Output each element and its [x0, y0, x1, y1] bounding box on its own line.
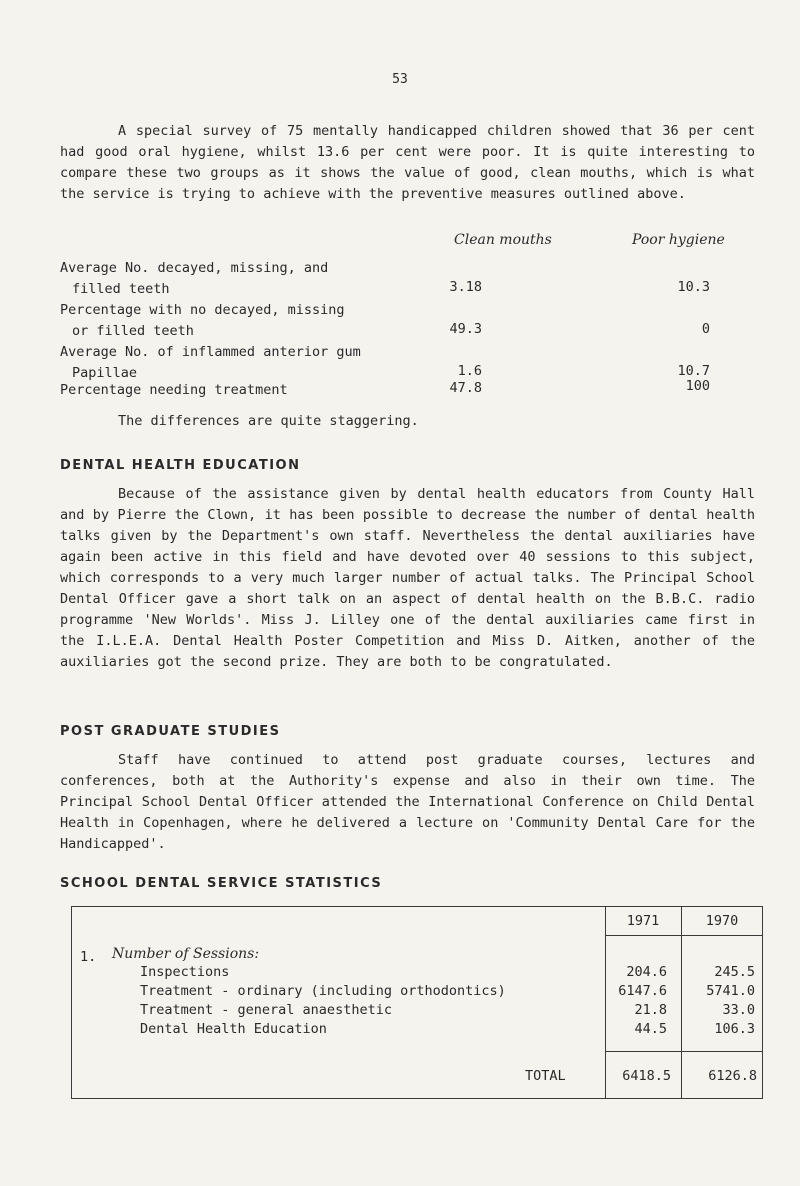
stats-value-1970: 33.0: [722, 1002, 755, 1018]
stats-value-1970: 245.5: [714, 964, 755, 980]
post-graduate-paragraph: Staff have continued to attend post graduate courses, lectures and conferences, both at the Authority's expense and also in their own time. The Principal School Dental Officer attended the International Conference on Child Dental Health in Copenhagen, where he delivered a lecture on 'Community Dental Care for the Handicapped'.: [60, 752, 755, 852]
survey-value-clean: 47.8: [449, 380, 482, 396]
survey-row-label: Average No. decayed, missing, and filled teeth: [60, 260, 329, 297]
stats-row-label: Dental Health Education: [140, 1021, 327, 1037]
stats-value-1971: 21.8: [634, 1002, 667, 1018]
differences-note: The differences are quite staggering.: [118, 413, 419, 429]
stats-value-1971: 44.5: [634, 1021, 667, 1037]
survey-row-label: Average No. of inflammed anterior gum Papillae: [60, 344, 361, 381]
survey-row-label: Percentage needing treatment: [60, 382, 288, 398]
stats-row-label: Treatment - general anaesthetic: [140, 1002, 392, 1018]
survey-value-poor: 0: [701, 321, 710, 337]
stats-row-label: Inspections: [140, 964, 230, 980]
stats-value-1971: 204.6: [626, 964, 667, 980]
stats-value-1971: 6147.6: [618, 983, 667, 999]
survey-value-clean: 49.3: [449, 321, 482, 337]
section-heading-statistics: SCHOOL DENTAL SERVICE STATISTICS: [60, 876, 383, 891]
year-header-1970: 1970: [705, 913, 739, 929]
survey-value-clean: 1.6: [457, 363, 482, 379]
year-header-1971: 1971: [626, 913, 660, 929]
total-1970: 6126.8: [708, 1068, 757, 1084]
section-heading-post-graduate-studies: POST GRADUATE STUDIES: [60, 724, 281, 739]
section-heading-dental-health-education: DENTAL HEALTH EDUCATION: [60, 458, 301, 473]
section-title: Number of Sessions:: [112, 946, 260, 962]
survey-value-poor: 10.7: [677, 363, 710, 379]
total-1971: 6418.5: [622, 1068, 671, 1084]
dental-education-paragraph: Because of the assistance given by dental health educators from County Hall and by Pierre the Clown, it has been possible to decrease the number of dental health talks given by the Department's own staff. Nevertheless the dental auxiliaries have again been active in this field and have devoted over 40 sessions to this subject, which corresponds to a very much larger number of actual talks. The Principal School Dental Officer gave a short talk on an aspect of dental health on the B.B.C. radio programme 'New Worlds'. Miss J. Lilley one of the dental auxiliaries came first in the I.L.E.A. Dental Health Poster Competition and Miss D. Aitken, another of the auxiliaries got the second prize. They are both to be congratulated.: [60, 486, 755, 670]
survey-value-clean: 3.18: [449, 279, 482, 295]
column-header-clean-mouths: Clean mouths: [454, 232, 552, 248]
column-header-poor-hygiene: Poor hygiene: [632, 232, 725, 248]
intro-paragraph: A special survey of 75 mentally handicapped children showed that 36 per cent had good oral hygiene, whilst 13.6 per cent were poor. It is quite interesting to compare these two groups as it shows the value of good, clean mouths, which is what the service is trying to achieve with the preventive measures outlined above.: [60, 123, 755, 202]
stats-value-1970: 5741.0: [706, 983, 755, 999]
section-number: 1.: [80, 949, 97, 965]
stats-value-1970: 106.3: [714, 1021, 755, 1037]
survey-row-label: Percentage with no decayed, missing or filled teeth: [60, 302, 345, 339]
page-number: 53: [392, 72, 408, 87]
survey-value-poor: 100: [685, 378, 710, 394]
stats-row-label: Treatment - ordinary (including orthodontics): [140, 983, 506, 999]
survey-value-poor: 10.3: [677, 279, 710, 295]
statistics-table: [71, 906, 763, 1099]
total-label: TOTAL: [525, 1068, 566, 1084]
